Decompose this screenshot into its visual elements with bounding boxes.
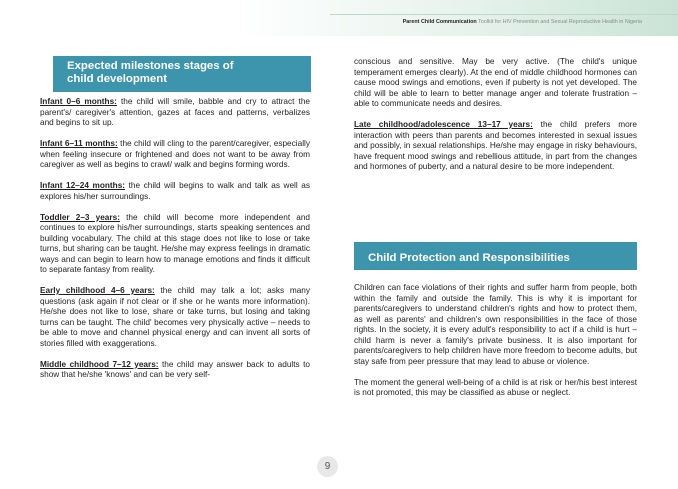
milestone-item <box>40 286 310 349</box>
milestone-term: Middle childhood 7–12 years: <box>40 359 159 369</box>
milestone-text: the child prefers more interaction with peers than parents and becomes interested in sexual issues and possibly, in sexual relationships. He/she may engage in risky behaviours, have frequent mood swings and rebellious attitude, in part from the changes and hormones of puberty, and a natural desire to be more independent. <box>354 120 638 171</box>
milestones-heading-line1: Expected milestones stages of <box>67 60 234 72</box>
milestones-heading-line2: child development <box>67 73 168 85</box>
running-head-subtitle: Toolkit for HIV Prevention and Sexual Reproductive Health in Nigeria <box>478 19 642 25</box>
milestone-term: Toddler 2–3 years: <box>40 212 120 222</box>
milestone-term: Early childhood 4–6 years: <box>40 286 155 295</box>
milestone-item <box>354 120 637 173</box>
running-head <box>403 19 642 25</box>
header-rule <box>330 14 678 15</box>
header-band <box>0 0 678 36</box>
milestone-term: Infant 0–6 months: <box>40 97 117 106</box>
continuation-paragraph: conscious and sensitive. May be very active. (The child's unique temperament emerges clearly). At the end of middle childhood hormones can cause mood swings and emotions, even if puberty is not yet developed. The child will be able to learn to better manage anger and tolerate frustration – able to communicate needs and desires. <box>354 57 637 108</box>
milestone-item <box>40 181 310 202</box>
page-number: 9 <box>317 456 338 477</box>
milestone-text: the child may talk a lot; asks many questions (ask again if not clear or if she or he wants more information). He/she does not like to lose, share or take turns, but losing and taking turns can be taught. The child' becomes very physically active – needs to be able to move and channel physical energy and can invent all sorts of stories filled with exaggerations. <box>40 286 310 348</box>
protection-heading <box>354 242 637 270</box>
milestone-text: the child will cling to the parent/caregiver, especially when feeling insecure or frightened and does not want to be away from caregiver as well as begins to crawl/ walk and begins forming words. <box>40 139 310 169</box>
milestone-item <box>40 139 310 171</box>
milestone-item <box>40 97 310 129</box>
milestone-item <box>40 213 310 276</box>
milestone-term: Late childhood/adolescence 13–17 years: <box>354 120 533 129</box>
milestones-continued <box>354 57 637 173</box>
protection-paragraph: Children can face violations of their rights and suffer harm from people, both within the family and outside the family. This is why it is important for parents/caregivers to understand children's rights and how to protect them, as well as parents' and children's own responsibilities in the face of those rights. In the society, it is every adult's responsibility to act if a child is hurt – child harm is never a family's private business. It is also important for parents/caregivers to help children have more freedom to become adults, but stay safe from peer pressure that may lead to abuse or violence. <box>354 283 637 366</box>
milestone-term: Infant 6–11 months: <box>40 139 118 148</box>
milestones-list <box>40 97 310 381</box>
protection-heading-text: Child Protection and Responsibilities <box>368 252 570 264</box>
protection-body <box>354 283 637 399</box>
milestone-text: the child may answer back to adults to show that he/she 'knows' and can be very self- <box>40 359 311 379</box>
milestone-item <box>40 360 310 381</box>
running-head-title: Parent Child Communication <box>402 19 477 25</box>
milestones-heading <box>53 56 311 92</box>
milestone-text: the child will smile, babble and cry to attract the parent's/ caregiver's attention, gazes at faces and patterns, verbalizes and begins to sit up. <box>40 97 310 127</box>
protection-paragraph: The moment the general well-being of a child is at risk or her/his best interest is not promoted, this may be classified as abuse or neglect. <box>354 377 637 397</box>
milestone-text: the child will become more independent and continues to explore his/her surroundings, starts speaking sentences and building vocabulary. The child at this stage does not like to lose or take turns, but sharing can be taught. He/she may express feelings in dramatic ways and can begin to learn how to manage emotions and finds it difficult to separate fantasy from reality. <box>40 212 310 274</box>
milestone-text: the child will begins to walk and talk as well as explores his/her surroundings. <box>40 181 310 201</box>
milestone-term: Infant 12–24 months: <box>40 181 126 190</box>
